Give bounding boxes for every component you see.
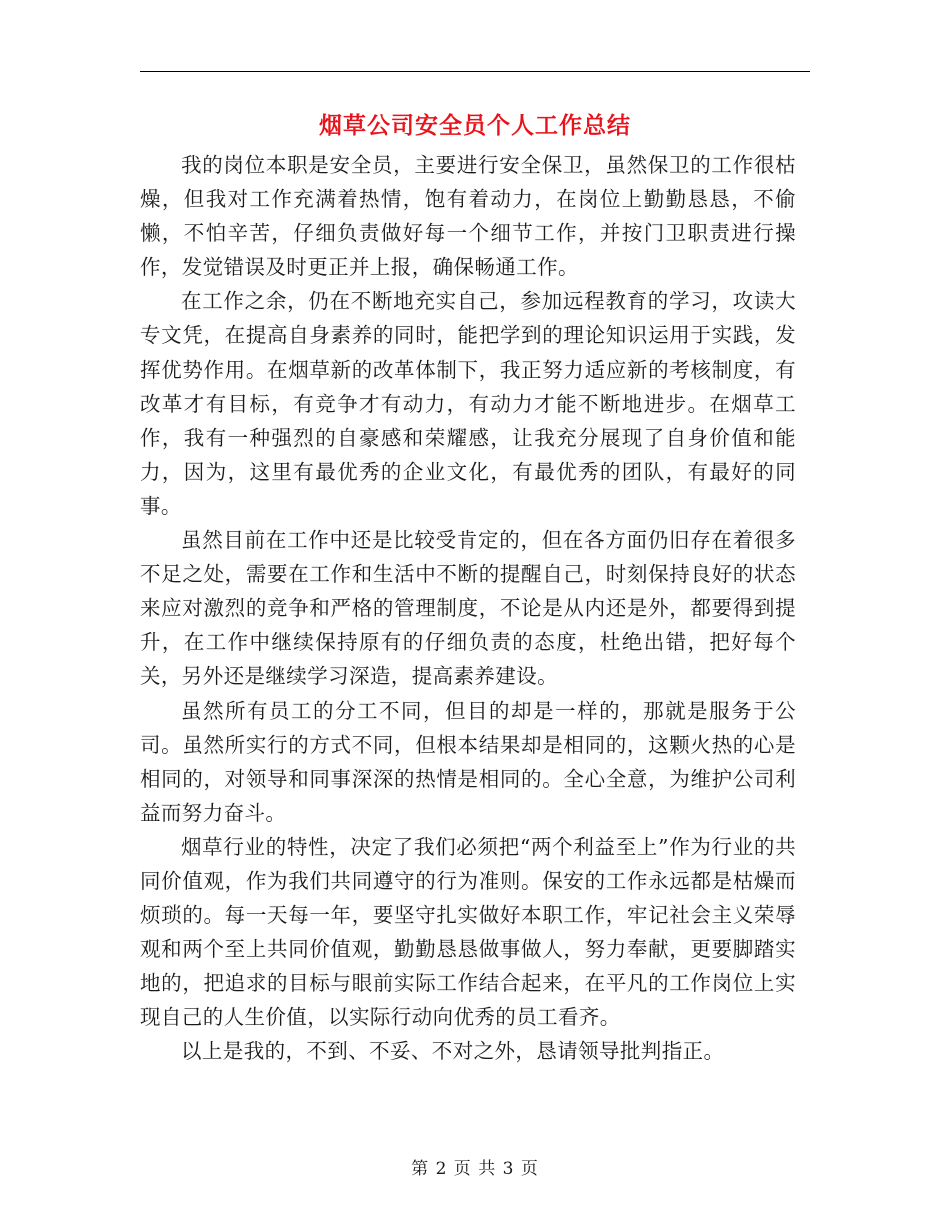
paragraph-6: 以上是我的，不到、不妥、不对之外，恳请领导批判指正。 <box>181 1039 725 1064</box>
paragraph-4: 虽然所有员工的分工不同，但目的却是一样的，那就是服务于公司。虽然所实行的方式不同，但根本结果却是相同的，这颗火热的心是相同的，对领导和同事深深的热情是相同的。全心全意，为维护公司利益而努力奋斗。 <box>140 698 796 825</box>
paragraph-5: 烟草行业的特性，决定了我们必须把“两个利益至上”作为行业的共同价值观，作为我们共同遵守的行为准则。保安的工作永远都是枯燥而烦琐的。每一天每一年，要坚守扎实做好本职工作，牢记社会主义荣辱观和两个至上共同价值观，勤勤恳恳做事做人，努力奉献，更要脚踏实地的，把追求的目标与眼前实际工作结合起来，在平凡的工作岗位上实现自己的人生价值，以实际行动向优秀的员工看齐。 <box>140 834 796 1030</box>
paragraph-2: 在工作之余，仍在不断地充实自己，参加远程教育的学习，攻读大专文凭，在提高自身素养的同时，能把学到的理论知识运用于实践，发挥优势作用。在烟草新的改革体制下，我正努力适应新的考核制度，有改革才有目标，有竞争才有动力，有动力才能不断地进步。在烟草工作，我有一种强烈的自豪感和荣耀感，让我充分展现了自身价值和能力，因为，这里有最优秀的企业文化，有最优秀的团队，有最好的同事。 <box>140 289 796 518</box>
page-number-footer: 第 2 页 共 3 页 <box>411 1159 539 1179</box>
paragraph-3: 虽然目前在工作中还是比较受肯定的，但在各方面仍旧存在着很多不足之处，需要在工作和生活中不断的提醒自己，时刻保持良好的状态来应对激烈的竞争和严格的管理制度，不论是从内还是外，都要得到提升，在工作中继续保持原有的仔细负责的态度，杜绝出错，把好每个关，另外还是继续学习深造，提高素养建设。 <box>140 528 796 689</box>
header-rule <box>140 71 810 72</box>
document-body <box>140 148 796 1069</box>
paragraph-1: 我的岗位本职是安全员，主要进行安全保卫，虽然保卫的工作很枯燥，但我对工作充满着热情，饱有着动力，在岗位上勤勤恳恳，不偷懒，不怕辛苦，仔细负责做好每一个细节工作，并按门卫职责进行操作，发觉错误及时更正并上报，确保畅通工作。 <box>140 153 796 280</box>
document-title: 烟草公司安全员个人工作总结 <box>319 113 631 139</box>
